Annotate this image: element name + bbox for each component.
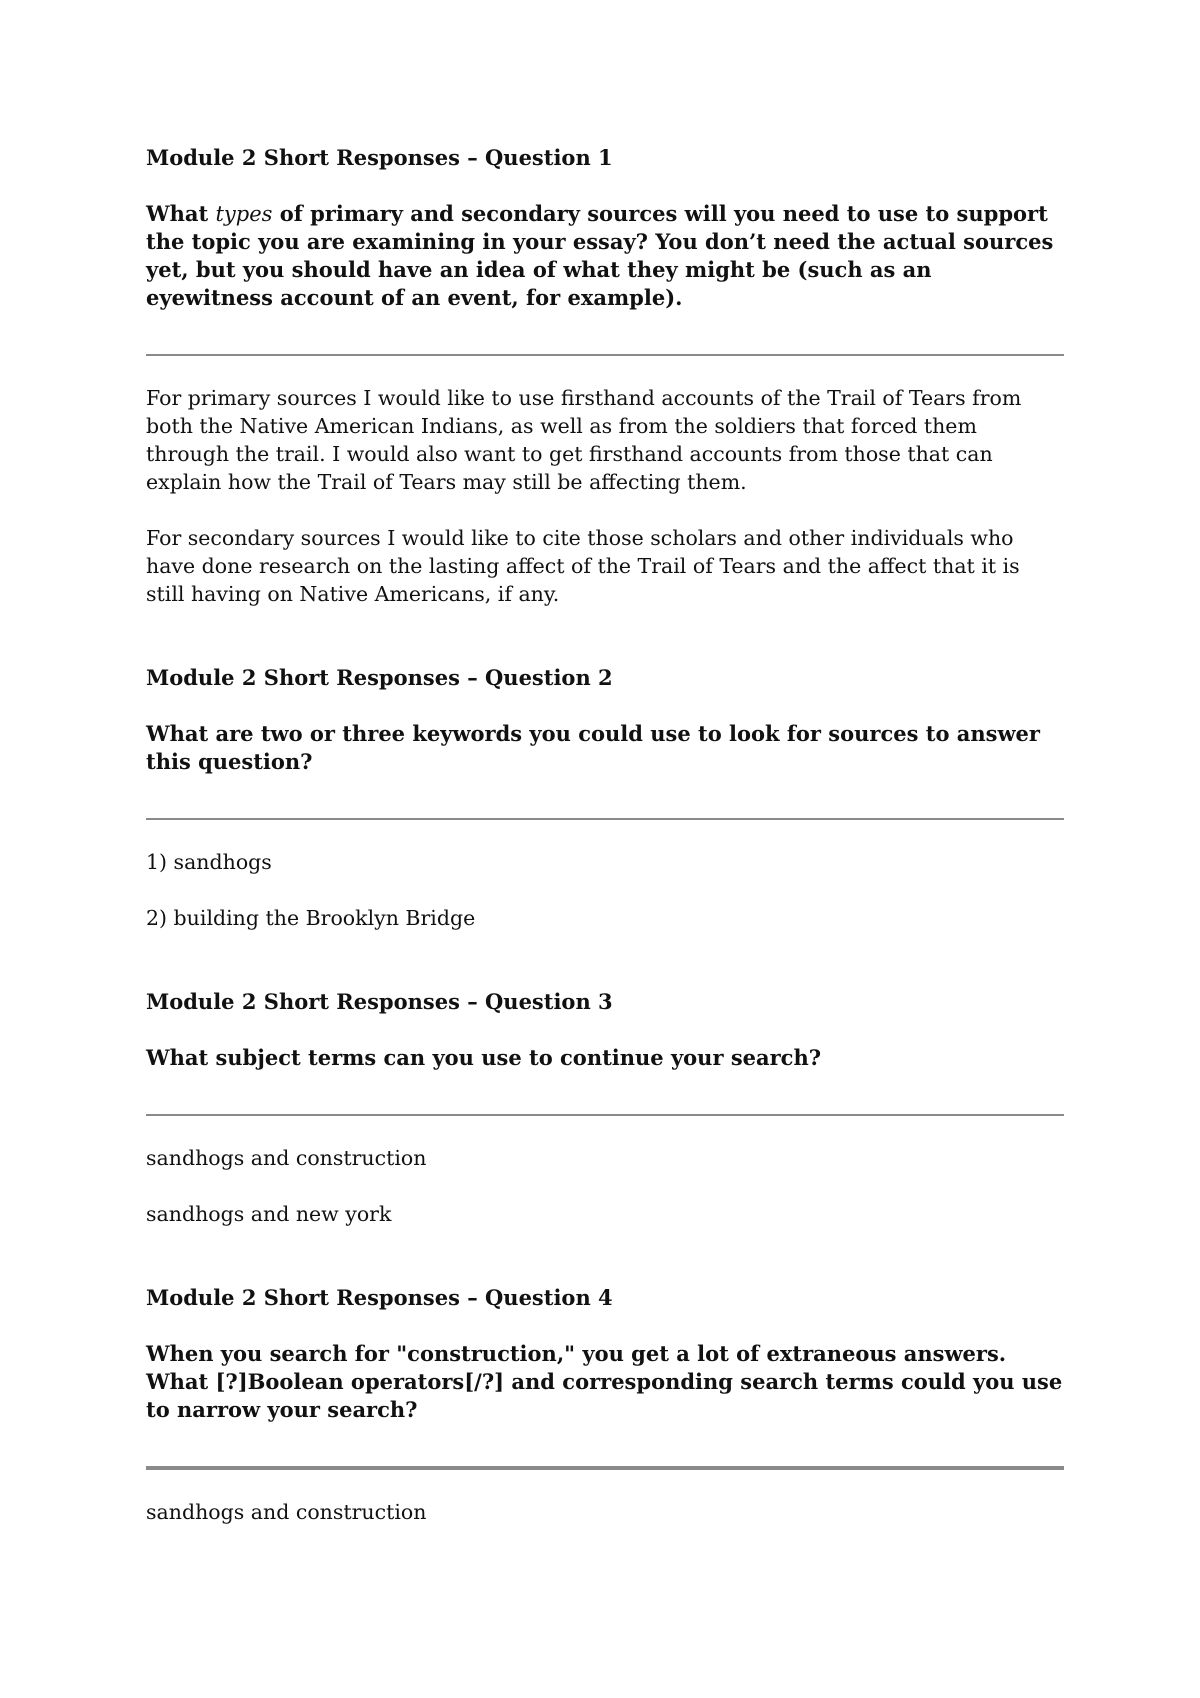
question-1-answer-2: For secondary sources I would like to cite those scholars and other individuals who have done research on the lasting affect of the Trail of Tears and the affect that it is still having on Native Americans, if any. <box>146 526 1020 606</box>
question-2-heading: Module 2 Short Responses – Question 2 <box>146 665 613 690</box>
question-3-answers <box>146 1144 1064 1228</box>
question-1-section <box>146 144 1064 608</box>
question-2-section <box>146 664 1064 932</box>
question-1-prompt-emphasis: types <box>215 202 273 226</box>
question-3-answer-2: sandhogs and new york <box>146 1202 392 1226</box>
question-1-answer-1: For primary sources I would like to use firsthand accounts of the Trail of Tears from both the Native American Indians, as well as from the soldiers that forced them through the trail. I would also want to get firsthand accounts from those that can explain how the Trail of Tears may still be affecting them. <box>146 386 1022 494</box>
question-3-divider <box>146 1114 1064 1116</box>
question-4-heading: Module 2 Short Responses – Question 4 <box>146 1285 613 1310</box>
question-4-section <box>146 1284 1064 1526</box>
question-4-answer-1: sandhogs and construction <box>146 1500 427 1524</box>
question-1-divider <box>146 354 1064 356</box>
question-1-answers <box>146 384 1064 608</box>
question-2-answer-2: 2) building the Brooklyn Bridge <box>146 906 476 930</box>
question-3-prompt: What subject terms can you use to continue your search? <box>146 1045 822 1070</box>
question-2-answers <box>146 848 1064 932</box>
question-1-prompt-start: What <box>146 201 216 226</box>
question-4-divider <box>146 1466 1064 1470</box>
question-4-answers <box>146 1498 1064 1526</box>
question-3-answer-1: sandhogs and construction <box>146 1146 427 1170</box>
question-3-heading: Module 2 Short Responses – Question 3 <box>146 989 613 1014</box>
question-4-prompt: When you search for "construction," you get a lot of extraneous answers. What [?]Boolean operators[/?] and corresponding search terms could you use to narrow your search? <box>146 1341 1063 1422</box>
question-3-section <box>146 988 1064 1228</box>
question-1-prompt <box>146 200 1064 312</box>
question-2-divider <box>146 818 1064 820</box>
question-2-answer-1: 1) sandhogs <box>146 850 272 874</box>
question-1-heading: Module 2 Short Responses – Question 1 <box>146 145 613 170</box>
question-2-prompt: What are two or three keywords you could use to look for sources to answer this question? <box>146 721 1040 774</box>
question-1-prompt-end: of primary and secondary sources will you need to use to support the topic you are examining in your essay? You don’t need the actual sources yet, but you should have an idea of what they might be (such as an eyewitness account of an event, for example). <box>146 201 1054 310</box>
